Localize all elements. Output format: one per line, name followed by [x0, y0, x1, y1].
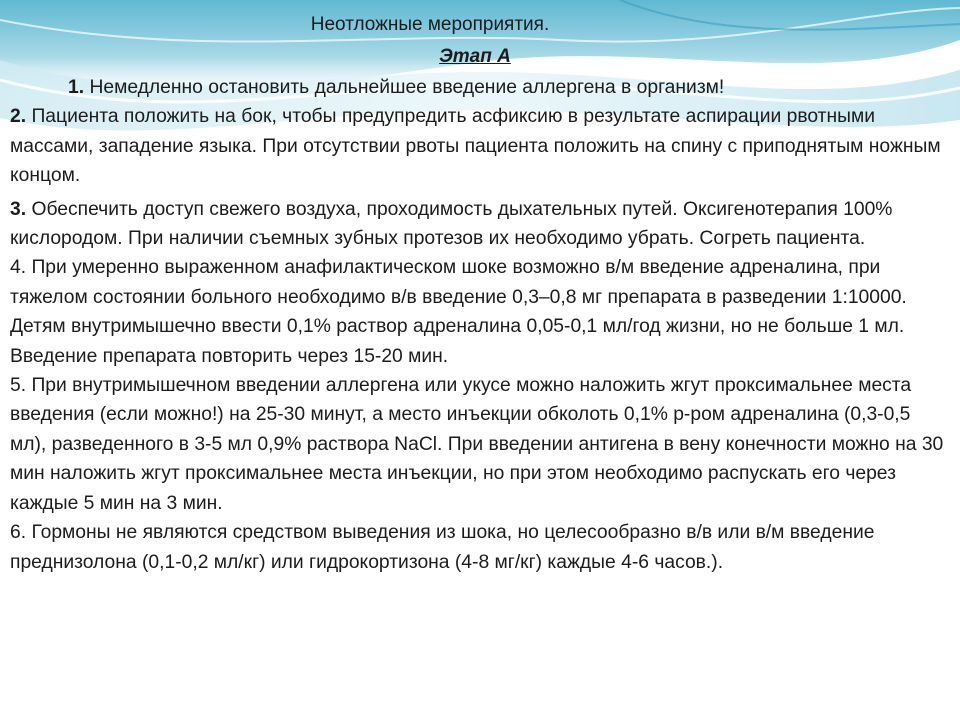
- item-number: 6.: [10, 522, 27, 544]
- item-text: Обеспечить доступ свежего воздуха, проходимость дыхательных путей. Оксигенотерапия 100% кислородом. При наличии съемных зубных протезов их необходимо убрать. Согреть пациента.: [10, 198, 893, 250]
- item-text: При внутримышечном введении аллергена или укусе можно наложить жгут проксимальнее места введения (если можно!) на 25-30 минут, а место инъекции обколоть 0,1% р-ром адреналина (0,3-0,5 мл), разведенного в 3-5 мл 0,9% раствора NaCl. При введении антигена в вену конечности можно на 30 мин наложить жгут проксимальнее места инъекции, но при этом необходимо распускать его через каждые 5 мин на 3 мин.: [10, 375, 944, 514]
- list-item-4: [10, 253, 950, 371]
- list-item-2: [10, 102, 950, 190]
- item-number: 4.: [10, 257, 27, 279]
- item-number: 5.: [10, 375, 27, 397]
- stage-heading: Этап А: [439, 46, 511, 67]
- list-item-1: [10, 73, 950, 102]
- instructions-body: [10, 73, 950, 577]
- list-item-6: [10, 518, 950, 577]
- item-number: 1.: [68, 77, 85, 98]
- item-text: Пациента положить на бок, чтобы предупредить асфиксию в результате аспирации рвотными массами, западение языка. При отсутствии рвоты пациента положить на спину с приподнятым ножным концом.: [10, 106, 941, 187]
- slide-title: Неотложные мероприятия.: [310, 14, 550, 35]
- item-number: 2.: [10, 106, 27, 128]
- item-text: Гормоны не являются средством выведения из шока, но целесообразно в/в или в/м введение преднизолона (0,1-0,2 мл/кг) или гидрокортизона (4-8 мг/кг) каждые 4-6 часов.).: [10, 522, 875, 573]
- item-number: 3.: [10, 198, 27, 220]
- list-item-3: [10, 195, 950, 254]
- item-text: Немедленно остановить дальнейшее введение аллергена в организм!: [84, 77, 725, 98]
- list-item-5: [10, 371, 950, 518]
- item-text: При умеренно выраженном анафилактическом шоке возможно в/м введение адреналина, при тяжелом состоянии больного необходимо в/в введение 0,3–0,8 мг препарата в разведении 1:10000. Детям внутримышечно ввести 0,1% раствор адреналина 0,05-0,1 мл/год жизни, но не больше 1 мл. Введение препарата повторить через 15-20 мин.: [10, 257, 907, 367]
